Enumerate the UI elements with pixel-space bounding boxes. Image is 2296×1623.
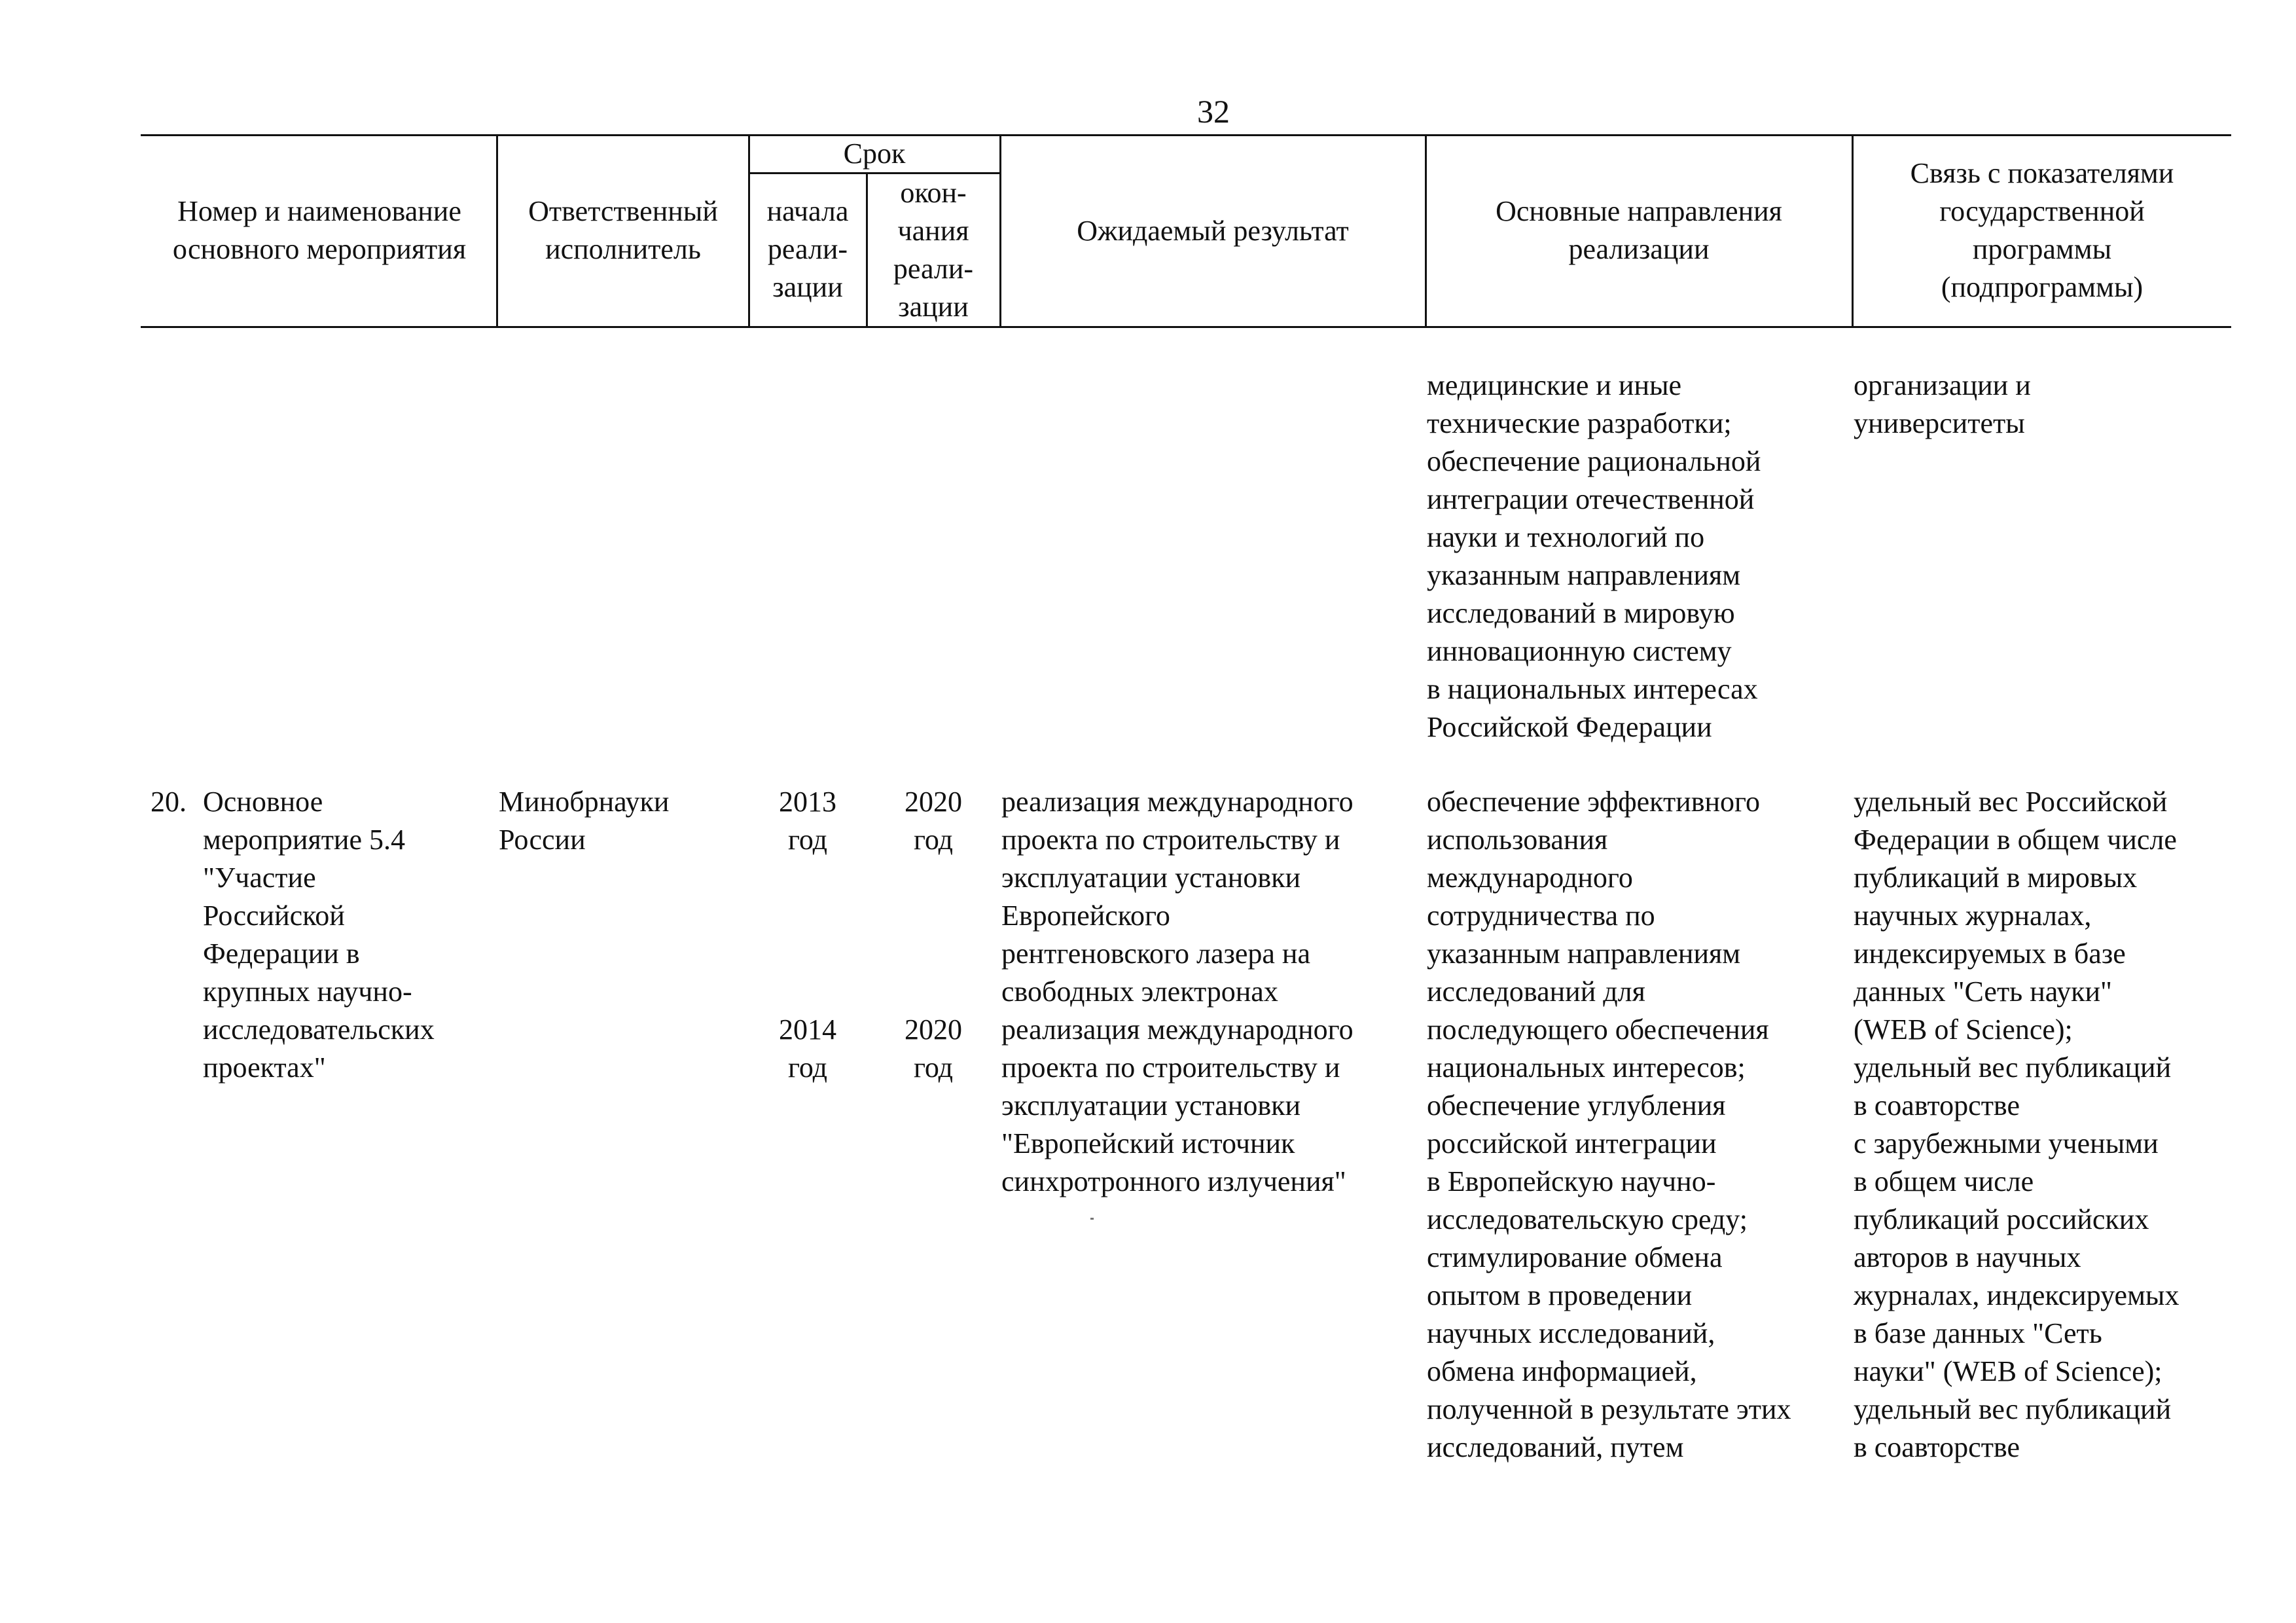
header-term: Срок [843, 137, 906, 170]
row-result-1: реализация международного проекта по строительству и эксплуатации установки Европейского рентгеновского лазера на свободных электронах [1001, 786, 1354, 1008]
header-result: Ожидаемый результат [1077, 215, 1349, 247]
row-directions: обеспечение эффективного использования международного сотрудничества по указанным направлениям исследований для последующего обеспечения национальных интересов; обеспечение углубления российской интеграции в Европейскую научно- исследовательскую среду; стимулирование обмена опытом в проведении научных исследований, обмена информацией, полученной в результате этих исследований, путем [1427, 786, 1791, 1463]
row-end-2: 2020 год [905, 1013, 962, 1084]
scan-speck [1090, 1218, 1094, 1220]
page-number: 32 [1197, 93, 1230, 130]
row-number: 20. [151, 786, 187, 818]
header-end: окон- чания реали- зации [893, 177, 974, 323]
row-executor: Минобрнауки России [499, 786, 670, 856]
header-name: Номер и наименование основного мероприятия [172, 195, 467, 265]
column-divider [496, 134, 498, 327]
row-indicators: удельный вес Российской Федерации в общем числе публикаций в мировых научных журналах, индексируемых в базе данных "Сеть науки" (WEB of Science); удельный вес публикаций в соавторстве с зарубежными учеными в общем числе публикаций российских авторов в научных журналах, индексируемых в базе данных "Сеть науки" (WEB of Science); удельный вес публикаций в соавторстве [1854, 786, 2179, 1463]
row-name: Основное мероприятие 5.4 "Участие Российской Федерации в крупных научно- исследовательских проектах" [203, 786, 435, 1084]
header-indicators: Связь с показателями государственной программы (подпрограммы) [1910, 157, 2174, 303]
header-directions: Основные направления реализации [1496, 195, 1782, 265]
header-executor: Ответственный исполнитель [528, 195, 718, 265]
continuation-directions: медицинские и иные технические разработки; обеспечение рациональной интеграции отечественной науки и технологий по указанным направлениям исследований в мировую инновационную систему в национальных интересах Российской Федерации [1427, 369, 1761, 743]
continuation-indicators: организации и университеты [1854, 369, 2031, 439]
row-result-2: реализация международного проекта по строительству и эксплуатации установки "Европейский источник синхротронного излучения" [1001, 1013, 1354, 1197]
table-top-border [141, 134, 2231, 136]
row-start-1: 2013 год [779, 786, 836, 856]
row-end-1: 2020 год [905, 786, 962, 856]
row-start-2: 2014 год [779, 1013, 836, 1084]
header-start: начала реали- зации [766, 195, 849, 303]
table-header-bottom-border [141, 326, 2231, 328]
